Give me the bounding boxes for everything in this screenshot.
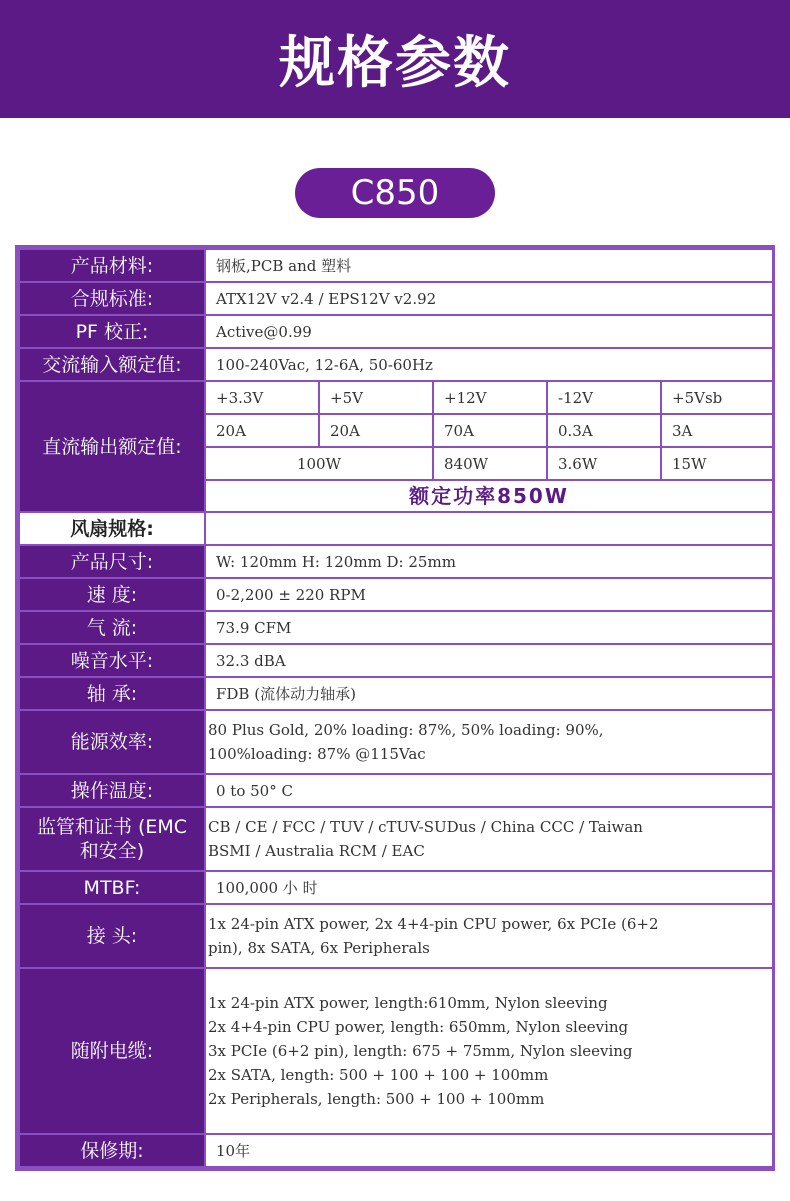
spec-value: 100-240Vac, 12-6A, 50-60Hz — [205, 348, 773, 381]
spec-row-ac-input — [19, 348, 773, 381]
rail-power: 15W — [661, 447, 773, 480]
spec-label: 气 流: — [19, 611, 205, 644]
cable-line: 2x Peripherals, length: 500 + 100 + 100mm — [208, 1090, 545, 1108]
spec-label: 轴 承: — [19, 677, 205, 710]
spec-value-line: pin), 8x SATA, 6x Peripherals — [208, 939, 430, 957]
spec-value: 10年 — [205, 1134, 773, 1167]
spec-value: 钢板,PCB and 塑料 — [205, 249, 773, 282]
rail-power: 840W — [433, 447, 547, 480]
spec-value: 0 to 50° C — [205, 774, 773, 807]
spec-value-line: CB / CE / FCC / TUV / cTUV-SUDus / China CCC / Taiwan — [208, 818, 643, 836]
spec-row-material — [19, 249, 773, 282]
spec-value-line: 100%loading: 87% @115Vac — [208, 745, 426, 763]
spec-label: 直流输出额定值: — [19, 381, 205, 512]
rated-power: 额定功率850W — [205, 480, 773, 512]
dc-rails-row — [19, 381, 773, 414]
spec-label — [19, 807, 205, 871]
spec-value-line: 1x 24-pin ATX power, 2x 4+4-pin CPU power, 6x PCIe (6+2 — [208, 915, 659, 933]
model-badge: C850 — [295, 168, 495, 218]
spec-label: 交流输入额定值: — [19, 348, 205, 381]
spec-value: Active@0.99 — [205, 315, 773, 348]
spec-row-temperature — [19, 774, 773, 807]
spec-value — [205, 512, 773, 545]
spec-label: 噪音水平: — [19, 644, 205, 677]
spec-row-cables — [19, 968, 773, 1134]
spec-label: 速 度: — [19, 578, 205, 611]
cable-line: 2x 4+4-pin CPU power, length: 650mm, Nylon sleeving — [208, 1018, 629, 1036]
spec-row-noise — [19, 644, 773, 677]
spec-row-connectors — [19, 904, 773, 968]
rail-current: 70A — [433, 414, 547, 447]
rail-current: 20A — [205, 414, 319, 447]
spec-value-line: BSMI / Australia RCM / EAC — [208, 842, 425, 860]
rail-current: 3A — [661, 414, 773, 447]
spec-value: 100,000 小 时 — [205, 871, 773, 904]
rail-current: 0.3A — [547, 414, 661, 447]
spec-value — [205, 904, 773, 968]
spec-label: 接 头: — [19, 904, 205, 968]
spec-row-warranty — [19, 1134, 773, 1167]
rail-power: 100W — [205, 447, 433, 480]
spec-row-mtbf — [19, 871, 773, 904]
spec-label: 合规标准: — [19, 282, 205, 315]
rail-power: 3.6W — [547, 447, 661, 480]
spec-row-compliance — [19, 282, 773, 315]
spec-value: W: 120mm H: 120mm D: 25mm — [205, 545, 773, 578]
fan-section-label: 风扇规格: — [19, 512, 205, 545]
spec-label-line: 监管和证书 (EMC — [36, 816, 188, 838]
spec-label: 随附电缆: — [19, 968, 205, 1134]
rail-label: +3.3V — [205, 381, 319, 414]
spec-row-bearing — [19, 677, 773, 710]
spec-value: 0-2,200 ± 220 RPM — [205, 578, 773, 611]
spec-value — [205, 968, 773, 1134]
cable-line: 3x PCIe (6+2 pin), length: 675 + 75mm, Nylon sleeving — [208, 1042, 633, 1060]
fan-header-row — [19, 512, 773, 545]
rail-label: +12V — [433, 381, 547, 414]
spec-table — [15, 245, 775, 1171]
spec-label: PF 校正: — [19, 315, 205, 348]
rail-current: 20A — [319, 414, 433, 447]
spec-label: 产品材料: — [19, 249, 205, 282]
rail-label: +5Vsb — [661, 381, 773, 414]
spec-row-pf — [19, 315, 773, 348]
page-title: 规格参数 — [279, 31, 511, 96]
spec-label: 能源效率: — [19, 710, 205, 774]
rail-label: -12V — [547, 381, 661, 414]
spec-label-line: 和安全) — [79, 840, 145, 862]
spec-value: 73.9 CFM — [205, 611, 773, 644]
cable-line: 1x 24-pin ATX power, length:610mm, Nylon sleeving — [208, 994, 608, 1012]
spec-label: 保修期: — [19, 1134, 205, 1167]
cable-line: 2x SATA, length: 500 + 100 + 100 + 100mm — [208, 1066, 549, 1084]
spec-value: FDB (流体动力轴承) — [205, 677, 773, 710]
spec-value — [205, 807, 773, 871]
spec-row-size — [19, 545, 773, 578]
spec-row-speed — [19, 578, 773, 611]
spec-label: MTBF: — [19, 871, 205, 904]
spec-value — [205, 710, 773, 774]
spec-row-efficiency — [19, 710, 773, 774]
spec-row-airflow — [19, 611, 773, 644]
spec-value: ATX12V v2.4 / EPS12V v2.92 — [205, 282, 773, 315]
spec-value: 32.3 dBA — [205, 644, 773, 677]
spec-value-line: 80 Plus Gold, 20% loading: 87%, 50% loading: 90%, — [208, 721, 604, 739]
spec-label: 产品尺寸: — [19, 545, 205, 578]
spec-row-certification — [19, 807, 773, 871]
spec-label: 操作温度: — [19, 774, 205, 807]
rail-label: +5V — [319, 381, 433, 414]
header-banner — [0, 0, 790, 118]
